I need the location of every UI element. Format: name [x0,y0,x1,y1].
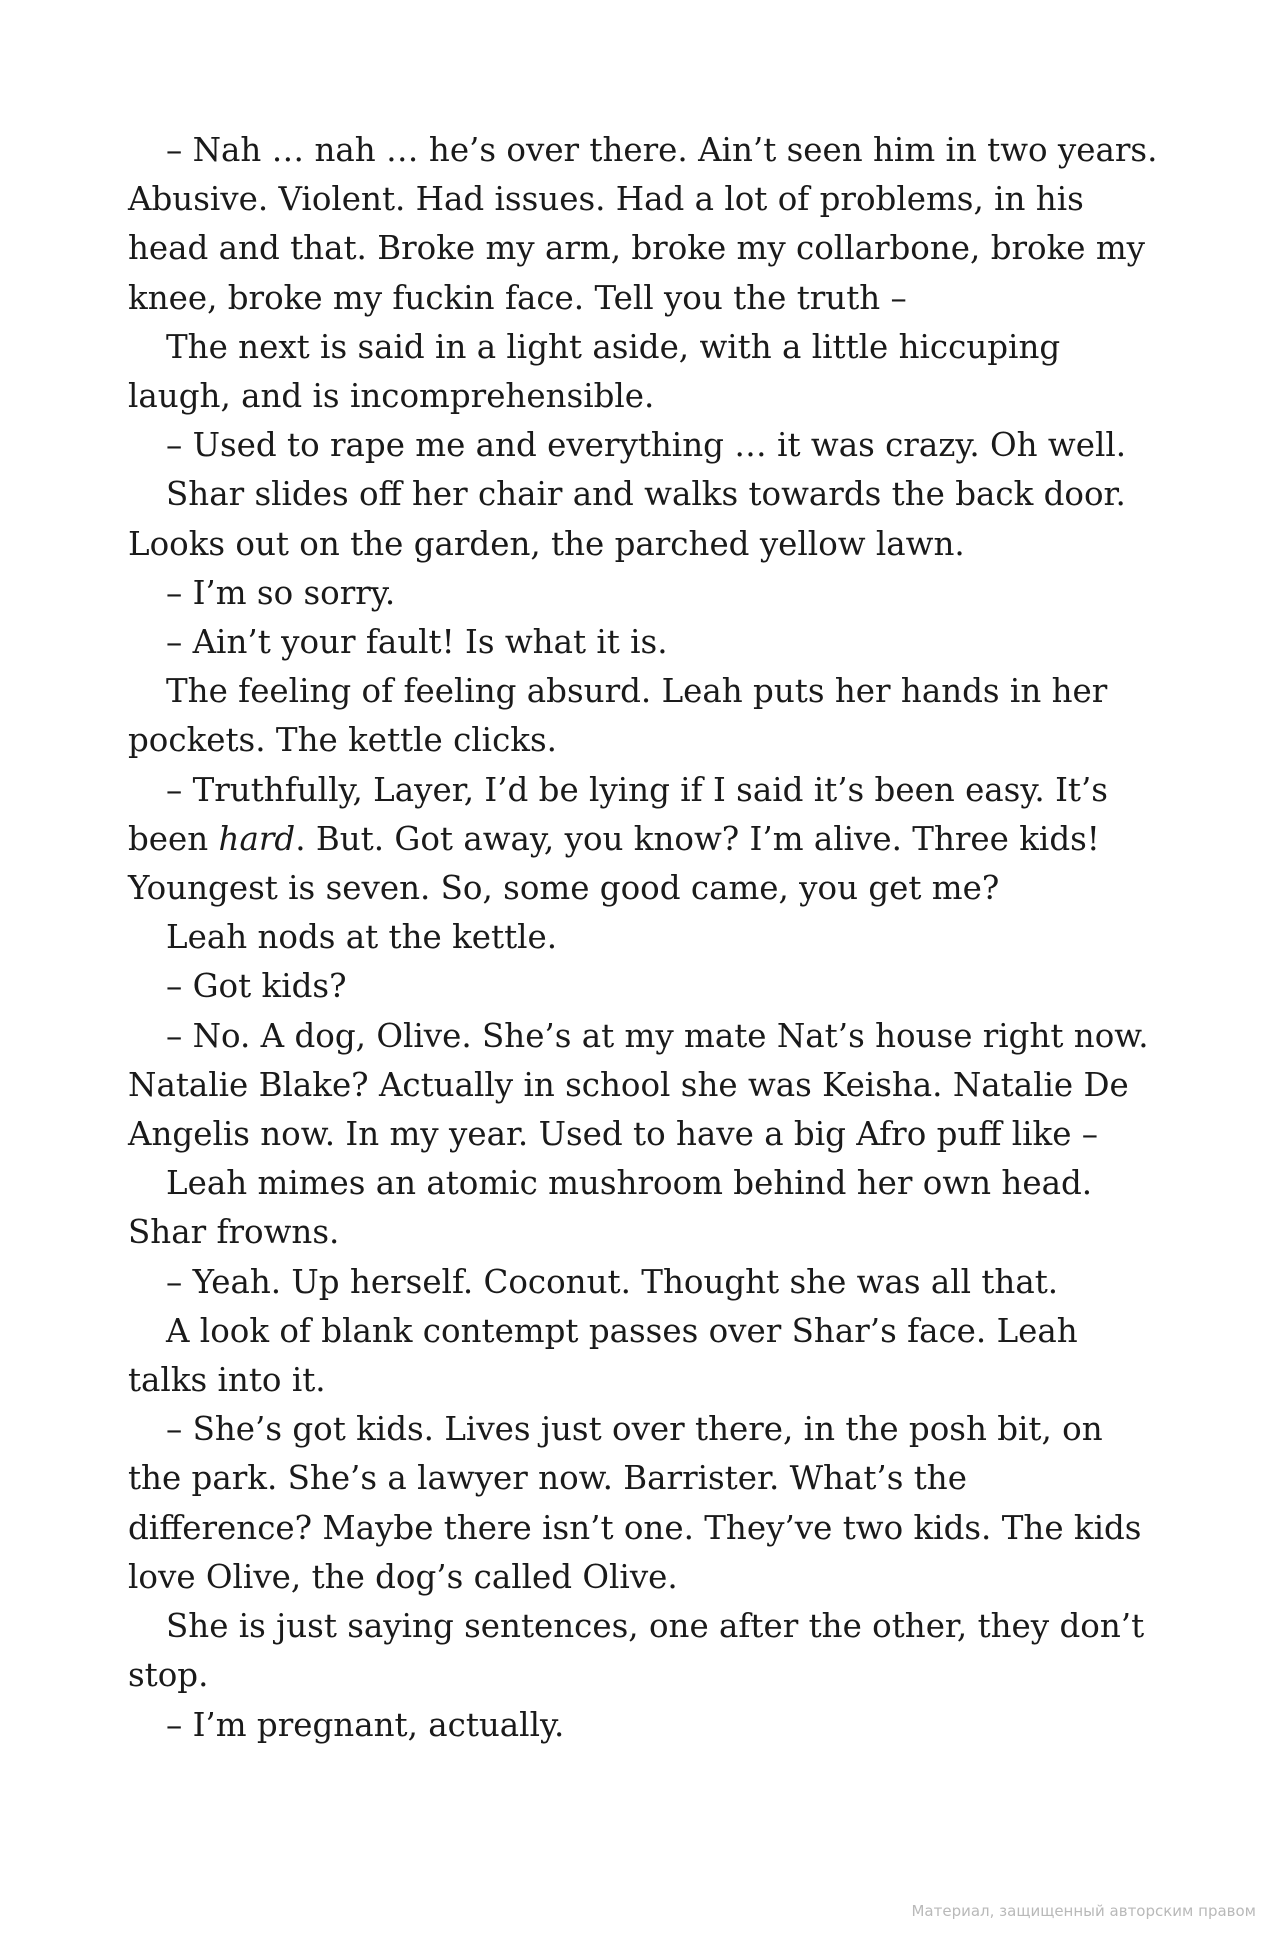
paragraph: – Ain’t your fault! Is what it is. [166,623,668,662]
copyright-watermark: Материал, защищенный авторским правом [911,1902,1256,1920]
paragraph: – I’m pregnant, actually. [166,1705,565,1744]
emphasis-word: hard [218,819,296,858]
paragraph: – Yeah. Up herself. Coconut. Thought she was all that. [166,1262,1059,1301]
paragraph: A look of blank contempt passes over Shar’s face. Leah talks into it. [128,1311,1078,1400]
paragraph: The feeling of feeling absurd. Leah puts her hands in her pockets. The kettle clicks. [128,672,1108,760]
paragraph: – She’s got kids. Lives just over there, in the posh bit, on the park. She’s a lawyer now. Barrister. What’s the difference? Maybe there isn’t one. They’ve two kids. The kids love Olive, the dog’s called Olive. [128,1410,1142,1596]
paragraph-part-before: – Truthfully, Layer, I’d be lying if I said it’s been easy. It’s been [128,770,1108,858]
paragraph: She is just saying sentences, one after the other, they don’t stop. [128,1607,1145,1695]
paragraph: Leah nods at the kettle. [166,918,558,957]
paragraph: – No. A dog, Olive. She’s at my mate Nat’s house right now. Natalie Blake? Actually in school she was Keisha. Natalie De Angelis now. In my year. Used to have a big Afro puff like – [128,1016,1149,1154]
paragraph-part-after: . But. Got away, you know? I’m alive. Three kids! Youngest is seven. So, some good came, you get me? [128,819,1100,908]
paragraph: Leah mimes an atomic mushroom behind her own head. Shar frowns. [128,1164,1093,1252]
paragraph: – Used to rape me and everything … it was crazy. Oh well. [166,426,1127,465]
book-page-text [128,126,1160,1750]
paragraph: – Got kids? [166,967,347,1006]
paragraph: Shar slides off her chair and walks towards the back door. Looks out on the garden, the parched yellow lawn. [128,475,1126,563]
paragraph: – Nah … nah … he’s over there. Ain’t seen him in two years. Abusive. Violent. Had issues. Had a lot of problems, in his head and that. Broke my arm, broke my collarbone, broke my knee, broke my fuckin face. Tell you the truth – [128,131,1158,317]
paragraph: The next is said in a light aside, with a little hiccuping laugh, and is incomprehensible. [128,327,1061,416]
paragraph: – I’m so sorry. [166,573,396,612]
paragraph-with-emphasis [128,766,1160,914]
